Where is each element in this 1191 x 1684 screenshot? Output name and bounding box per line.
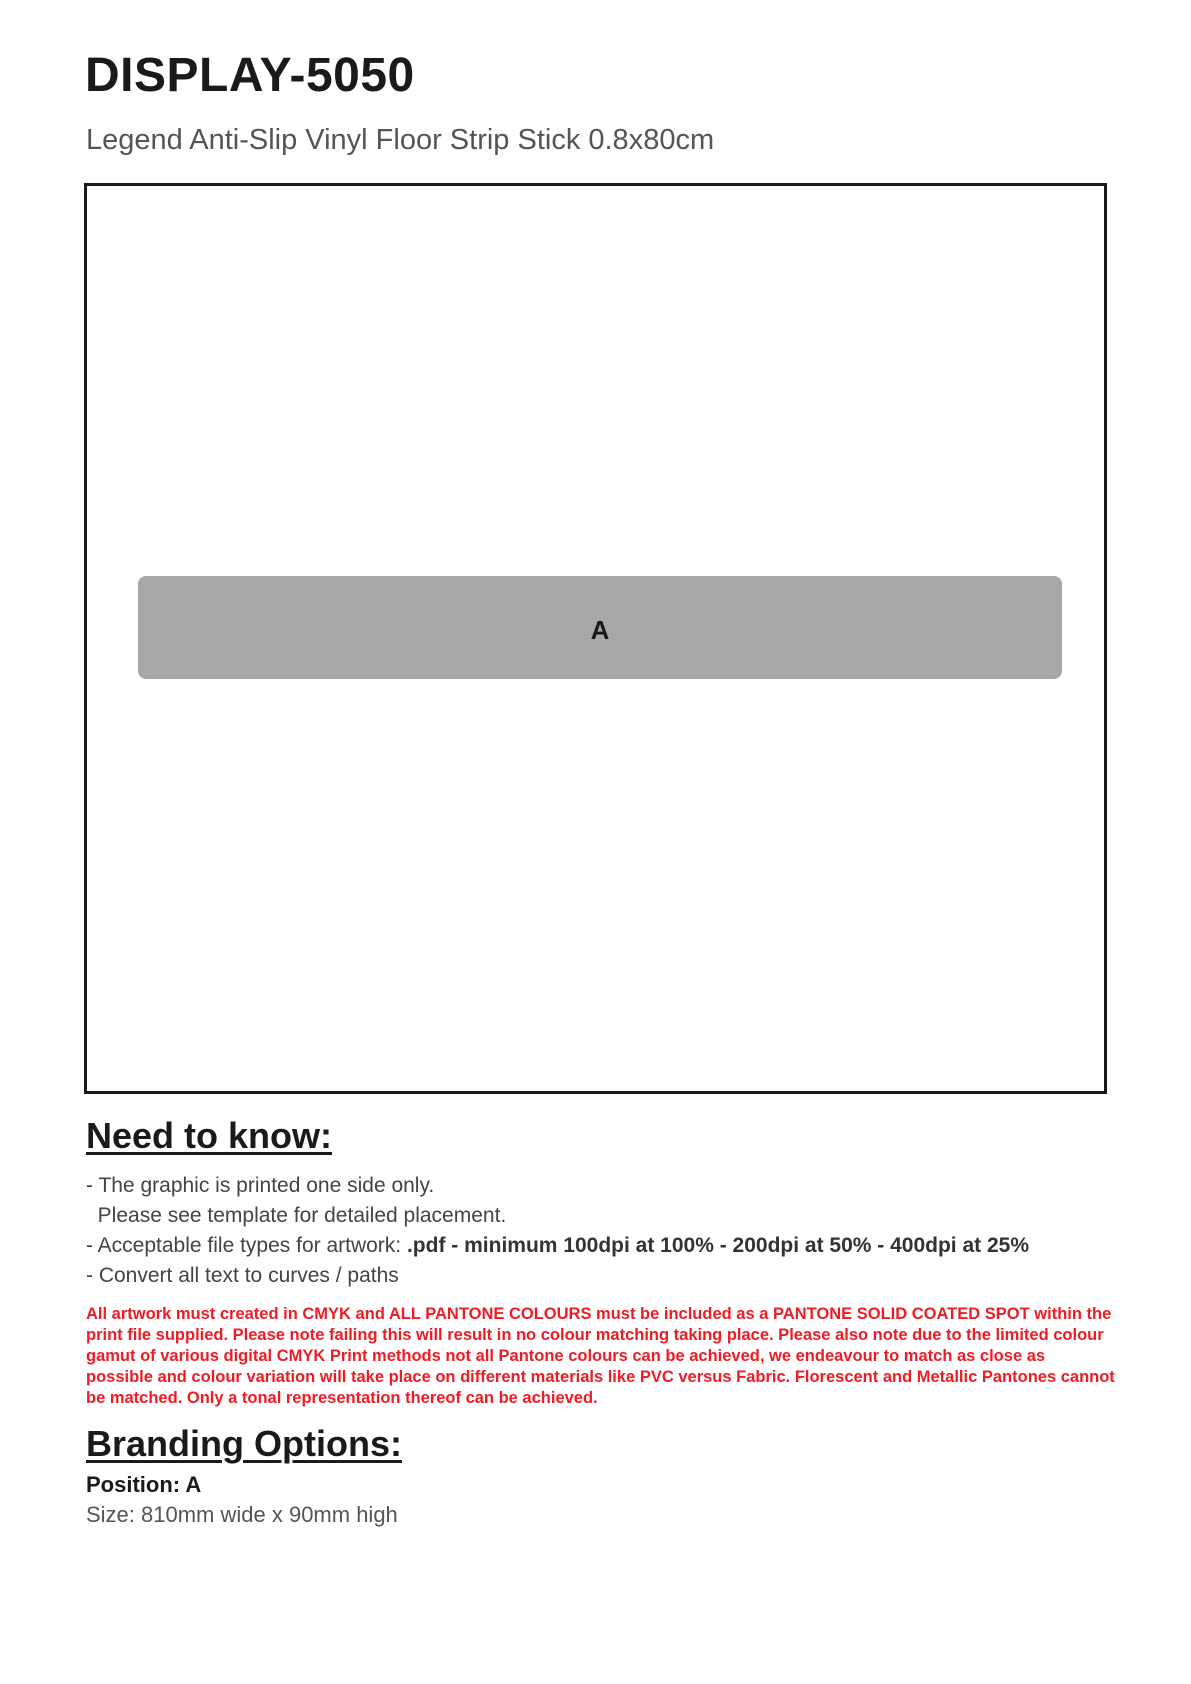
list-item-text: - Convert all text to curves / paths bbox=[86, 1264, 399, 1287]
need-to-know-list bbox=[86, 1171, 1029, 1291]
product-name-subtitle: Legend Anti-Slip Vinyl Floor Strip Stick 0.8x80cm bbox=[86, 124, 715, 156]
branding-position: Position: A bbox=[86, 1472, 202, 1497]
list-item bbox=[86, 1261, 1029, 1291]
list-item bbox=[86, 1171, 1029, 1201]
print-area-a bbox=[138, 576, 1062, 679]
product-code-title: DISPLAY-5050 bbox=[85, 49, 415, 102]
list-item-text: Please see template for detailed placement. bbox=[86, 1204, 507, 1227]
need-to-know-heading: Need to know: bbox=[86, 1115, 333, 1156]
branding-size: Size: 810mm wide x 90mm high bbox=[86, 1502, 398, 1527]
file-requirements: .pdf - minimum 100dpi at 100% - 200dpi at 50% - 400dpi at 25% bbox=[406, 1234, 1029, 1257]
list-item bbox=[86, 1201, 1029, 1231]
list-item bbox=[86, 1231, 1029, 1261]
list-item-text: - The graphic is printed one side only. bbox=[86, 1174, 435, 1197]
template-frame bbox=[84, 183, 1107, 1094]
list-item-text: - Acceptable file types for artwork: bbox=[86, 1234, 407, 1257]
colour-warning-notice: All artwork must created in CMYK and ALL PANTONE COLOURS must be included as a PANTONE SOLID COATED SPOT within the print file supplied. Please note failing this will result in no colour matching taking place. Please also note due to the limited colour gamut of various digital CMYK Print methods not all Pantone colours can be achieved, we endeavour to match as close as possible and colour variation will take place on different materials like PVC versus Fabric. Florescent and Metallic Pantones cannot be matched. Only a tonal representation thereof can be achieved. bbox=[86, 1305, 1115, 1407]
branding-options-heading: Branding Options: bbox=[86, 1423, 402, 1464]
print-area-label: A bbox=[590, 615, 610, 645]
